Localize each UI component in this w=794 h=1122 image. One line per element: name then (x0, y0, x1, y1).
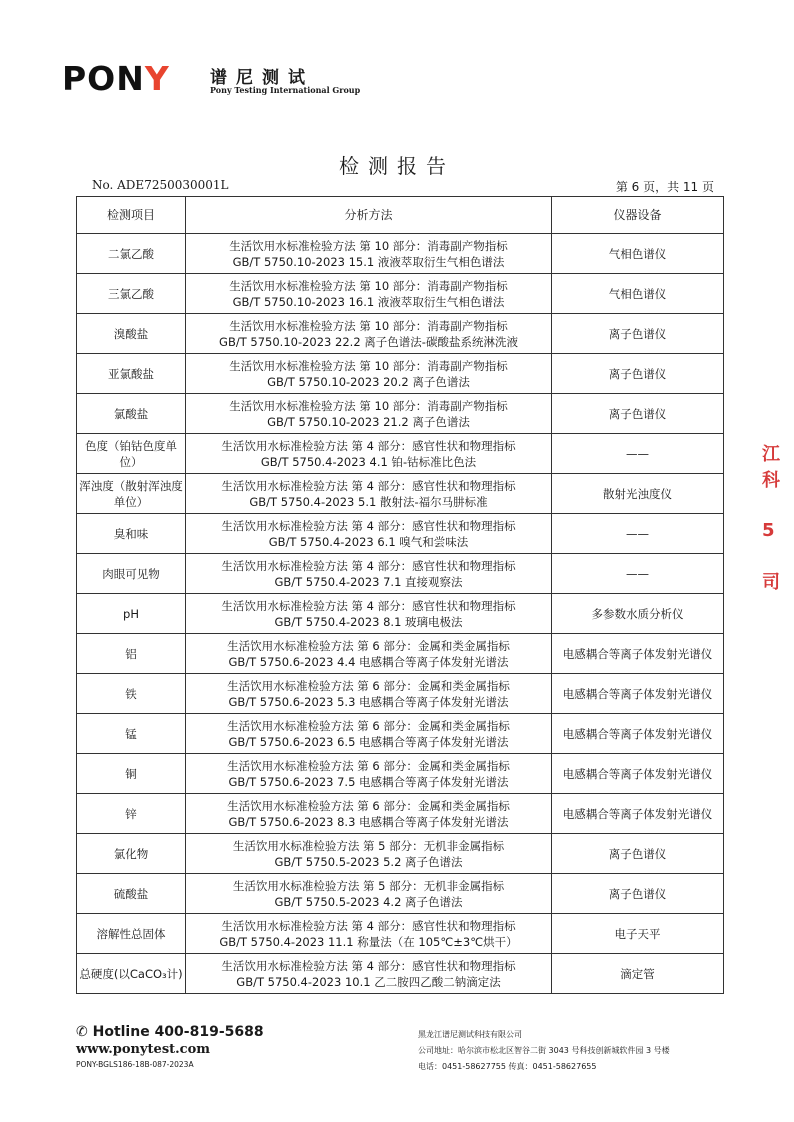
table-row (77, 714, 724, 754)
analysis-method (186, 674, 552, 714)
table-row (77, 434, 724, 474)
table-row (77, 954, 724, 994)
header-method: 分析方法 (186, 197, 552, 234)
footer-phone: 电话：0451-58627755 传真：0451-58627655 (418, 1062, 597, 1071)
logo-company-cn: 谱尼测试 (210, 68, 314, 88)
method-code: GB/T 5750.6-2023 5.3 电感耦合等离子体发射光谱法 (228, 694, 509, 709)
edge-seal-mark: 5 (762, 520, 775, 541)
table-row (77, 874, 724, 914)
method-standard: 生活饮用水标准检验方法 第 4 部分：感官性状和物理指标 (221, 438, 516, 453)
test-item: 氯化物 (77, 834, 186, 874)
edge-seal-mark: 司 (762, 572, 780, 593)
instrument: 离子色谱仪 (552, 874, 724, 914)
method-code: GB/T 5750.4-2023 10.1 乙二胺四乙酸二钠滴定法 (236, 974, 501, 989)
table-row (77, 754, 724, 794)
report-number: No. ADE7250030001L (92, 178, 229, 192)
test-item: 总硬度(以CaCO₃计) (77, 954, 186, 994)
analysis-method (186, 594, 552, 634)
logo-company-en: Pony Testing International Group (210, 85, 361, 95)
method-standard: 生活饮用水标准检验方法 第 10 部分：消毒副产物指标 (229, 318, 508, 333)
analysis-method (186, 434, 552, 474)
analysis-method (186, 474, 552, 514)
test-item: 二氯乙酸 (77, 234, 186, 274)
method-code: GB/T 5750.4-2023 7.1 直接观察法 (274, 574, 463, 589)
test-item: 亚氯酸盐 (77, 354, 186, 394)
method-code: GB/T 5750.10-2023 16.1 液液萃取衍生气相色谱法 (232, 294, 505, 309)
website: www.ponytest.com (76, 1042, 211, 1057)
method-standard: 生活饮用水标准检验方法 第 4 部分：感官性状和物理指标 (221, 918, 516, 933)
table-row (77, 794, 724, 834)
method-standard: 生活饮用水标准检验方法 第 6 部分：金属和类金属指标 (227, 718, 510, 733)
instrument: 离子色谱仪 (552, 314, 724, 354)
table-row (77, 234, 724, 274)
method-code: GB/T 5750.10-2023 20.2 离子色谱法 (267, 374, 470, 389)
instrument: 滴定管 (552, 954, 724, 994)
table-row (77, 354, 724, 394)
analysis-method (186, 514, 552, 554)
analysis-method (186, 754, 552, 794)
method-standard: 生活饮用水标准检验方法 第 6 部分：金属和类金属指标 (227, 678, 510, 693)
method-standard: 生活饮用水标准检验方法 第 4 部分：感官性状和物理指标 (221, 958, 516, 973)
method-standard: 生活饮用水标准检验方法 第 4 部分：感官性状和物理指标 (221, 518, 516, 533)
method-code: GB/T 5750.5-2023 4.2 离子色谱法 (274, 894, 463, 909)
table-row (77, 514, 724, 554)
instrument: 电感耦合等离子体发射光谱仪 (552, 754, 724, 794)
method-code: GB/T 5750.5-2023 5.2 离子色谱法 (274, 854, 463, 869)
method-standard: 生活饮用水标准检验方法 第 5 部分：无机非金属指标 (232, 878, 505, 893)
test-item: 臭和味 (77, 514, 186, 554)
table-header-row (77, 197, 724, 234)
instrument: 气相色谱仪 (552, 274, 724, 314)
instrument: 离子色谱仪 (552, 834, 724, 874)
table-row (77, 274, 724, 314)
table-row (77, 314, 724, 354)
instrument: 电感耦合等离子体发射光谱仪 (552, 794, 724, 834)
test-item: 锌 (77, 794, 186, 834)
method-code: GB/T 5750.4-2023 5.1 散射法-福尔马肼标准 (249, 494, 488, 509)
document-title: 检测报告 (339, 154, 455, 178)
method-standard: 生活饮用水标准检验方法 第 10 部分：消毒副产物指标 (229, 398, 508, 413)
analysis-method (186, 554, 552, 594)
table-row (77, 394, 724, 434)
method-code: GB/T 5750.10-2023 21.2 离子色谱法 (267, 414, 470, 429)
table-row (77, 554, 724, 594)
table-row (77, 674, 724, 714)
header-equipment: 仪器设备 (552, 197, 724, 234)
test-item: 铁 (77, 674, 186, 714)
method-standard: 生活饮用水标准检验方法 第 5 部分：无机非金属指标 (232, 838, 505, 853)
method-standard: 生活饮用水标准检验方法 第 4 部分：感官性状和物理指标 (221, 478, 516, 493)
method-standard: 生活饮用水标准检验方法 第 10 部分：消毒副产物指标 (229, 278, 508, 293)
analysis-method (186, 274, 552, 314)
test-item: 三氯乙酸 (77, 274, 186, 314)
test-item: 溶解性总固体 (77, 914, 186, 954)
instrument: 电感耦合等离子体发射光谱仪 (552, 634, 724, 674)
instrument: 离子色谱仪 (552, 354, 724, 394)
method-code: GB/T 5750.6-2023 6.5 电感耦合等离子体发射光谱法 (228, 734, 509, 749)
test-item: 浑浊度（散射浑浊度单位） (77, 474, 186, 514)
method-code: GB/T 5750.6-2023 8.3 电感耦合等离子体发射光谱法 (228, 814, 509, 829)
page-number: 第 6 页，共 11 页 (615, 180, 714, 194)
method-code: GB/T 5750.4-2023 4.1 铂-钴标准比色法 (260, 454, 477, 469)
method-code: GB/T 5750.4-2023 11.1 称量法（在 105℃±3℃烘干） (219, 934, 518, 949)
analysis-method (186, 354, 552, 394)
method-standard: 生活饮用水标准检验方法 第 6 部分：金属和类金属指标 (227, 798, 510, 813)
analysis-method (186, 954, 552, 994)
analysis-method (186, 914, 552, 954)
analysis-method (186, 874, 552, 914)
table-row (77, 914, 724, 954)
footer-address-line: 公司地址：哈尔滨市松北区智谷二街 3043 号科技创新城软件园 3 号楼 (418, 1046, 670, 1055)
test-item: 溴酸盐 (77, 314, 186, 354)
analysis-method (186, 394, 552, 434)
table-row (77, 474, 724, 514)
instrument: 散射光浊度仪 (552, 474, 724, 514)
footer-company: 黑龙江谱尼测试科技有限公司 (418, 1030, 522, 1039)
instrument: —— (552, 514, 724, 554)
instrument: —— (552, 554, 724, 594)
method-standard: 生活饮用水标准检验方法 第 4 部分：感官性状和物理指标 (221, 598, 516, 613)
test-item: 氯酸盐 (77, 394, 186, 434)
hotline: ✆ Hotline 400-819-5688 (76, 1024, 264, 1040)
table-row (77, 834, 724, 874)
method-table (76, 196, 724, 994)
method-standard: 生活饮用水标准检验方法 第 10 部分：消毒副产物指标 (229, 358, 508, 373)
test-item: 色度（铂钴色度单位） (77, 434, 186, 474)
method-standard: 生活饮用水标准检验方法 第 4 部分：感官性状和物理指标 (221, 558, 516, 573)
table-row (77, 594, 724, 634)
instrument: 离子色谱仪 (552, 394, 724, 434)
method-code: GB/T 5750.6-2023 4.4 电感耦合等离子体发射光谱法 (228, 654, 509, 669)
test-item: 硫酸盐 (77, 874, 186, 914)
method-standard: 生活饮用水标准检验方法 第 10 部分：消毒副产物指标 (229, 238, 508, 253)
logo-wordmark: PONY (62, 59, 170, 98)
test-item: pH (77, 594, 186, 634)
analysis-method (186, 634, 552, 674)
footer-address (418, 1027, 670, 1075)
test-item: 铝 (77, 634, 186, 674)
analysis-method (186, 234, 552, 274)
header-item: 检测项目 (77, 197, 186, 234)
test-item: 肉眼可见物 (77, 554, 186, 594)
instrument: —— (552, 434, 724, 474)
analysis-method (186, 834, 552, 874)
footer-contact (76, 1024, 264, 1069)
phone-icon: ✆ (76, 1024, 93, 1040)
test-item: 铜 (77, 754, 186, 794)
table-row (77, 634, 724, 674)
instrument: 电感耦合等离子体发射光谱仪 (552, 714, 724, 754)
instrument: 电子天平 (552, 914, 724, 954)
analysis-method (186, 314, 552, 354)
analysis-method (186, 794, 552, 834)
instrument: 多参数水质分析仪 (552, 594, 724, 634)
method-code: GB/T 5750.10-2023 22.2 离子色谱法-碳酸盐系统淋洗液 (219, 334, 518, 349)
test-item: 锰 (77, 714, 186, 754)
method-code: GB/T 5750.4-2023 8.1 玻璃电极法 (274, 614, 463, 629)
doc-code: PONY-BGLS186-18B-087-2023A (76, 1060, 194, 1069)
method-code: GB/T 5750.4-2023 6.1 嗅气和尝味法 (268, 534, 469, 549)
edge-seal-mark: 江科 (762, 444, 780, 491)
method-standard: 生活饮用水标准检验方法 第 6 部分：金属和类金属指标 (227, 758, 510, 773)
method-code: GB/T 5750.10-2023 15.1 液液萃取衍生气相色谱法 (232, 254, 505, 269)
instrument: 气相色谱仪 (552, 234, 724, 274)
instrument: 电感耦合等离子体发射光谱仪 (552, 674, 724, 714)
method-standard: 生活饮用水标准检验方法 第 6 部分：金属和类金属指标 (227, 638, 510, 653)
analysis-method (186, 714, 552, 754)
method-code: GB/T 5750.6-2023 7.5 电感耦合等离子体发射光谱法 (228, 774, 509, 789)
